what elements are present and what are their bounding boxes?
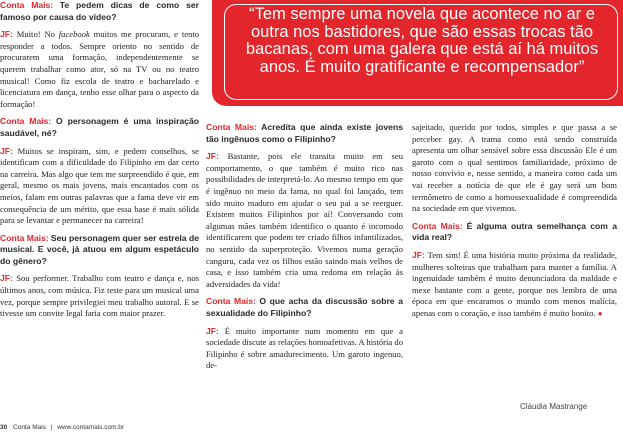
column-2: [206, 122, 403, 378]
answer-3: JF: Sou performer. Trabalho com teatro e dança e, nos últimos anos, com música. Fiz teste para um musical uma vez, porque sempre privilegiei meu trabalho autoral. E se tivesse um convite legal faria com maior prazer.: [0, 273, 199, 319]
column-1: [0, 0, 199, 326]
pull-quote-text: “Tem sempre uma novela que acontece no ar e outra nos bastidores, que são essas trocas tão bacanas, com uma galera que está aí há muitos anos. É muito gratificante e recompensador”: [245, 5, 599, 76]
website-link[interactable]: www.contamais.com.br: [57, 424, 125, 431]
answer-1: JF: Muito! No facebook muitos me procuram, e tento responder a todos. Sempre oriento no sentido de procurarem uma formação, independentemente se querem trabalhar como ator, só na TV ou no teatro musical! Como fiz escola de teatro e bacharelado e licenciatura em dança, tenho esse olhar para o aspecto da formação!: [0, 29, 199, 109]
end-of-article-icon: ●: [597, 308, 603, 318]
page-footer: [0, 424, 124, 431]
answer-5: JF: É muito importante num momento em que a sociedade discute as relações homoafetivas. A história do Filipinho é sobre amadurecimento. Um garoto ingenuo, de-: [206, 325, 403, 371]
question-4: Conta Mais: Acredita que ainda existe jovens tão ingênuos como o Filipinho?: [206, 122, 403, 144]
magazine-name: Conta Mais: [13, 424, 46, 431]
answer-2: JF: Muitos se inspiram, sim, e pedem conselhos, se identificam com a dificuldade do Filipinho em dar certo na carreira. Mas algo que tem me surpreendido é que, em geral, mesmo os mais jovens, mais encantados com os meios, falam em outras palavras que a fama deve vir em consequência de um mérito, que essa base é mais sólida para se levantar e permanecer na carreira!: [0, 145, 199, 226]
question-6: Conta Mais: É alguma outra semelhança com a vida real?: [412, 220, 617, 243]
footer-separator: |: [50, 424, 53, 431]
question-5: Conta Mais: O que acha da discussão sobre a sexualidade do Filipinho?: [206, 296, 403, 318]
column-3: [412, 122, 617, 326]
question-1: Conta Mais: Te pedem dicas de como ser famoso por causa do vídeo?: [0, 0, 199, 22]
continued-answer: sajeitado, querido por todos, simples e que passa a se perceber gay. A trama como está sendo construída apresenta um olhar sensível sobre essa discussão Ele é um garoto com o qual sentimos familiaridade, próximo de nosso convívio e, nesse sentido, a maneira como cada um vai receber a notícia de que ele é gay será um bom termômetro de como a homossexualidade é compreendida na sociedade em que vivemos.: [412, 122, 617, 214]
author-credit: Cláudia Mastrange: [520, 402, 588, 411]
answer-6: JF: Tem sim! É uma história muito próxima da realidade, mulheres solteiras que trabalham para manter a família. A ingenuidade também é muito denunciadora da maldade e mexe bastante com a gente, porque nos lembra de uma época em que encaramos o mundo com menos malícia, apenas com o coração, e isso também é muito bonito. ●: [412, 249, 617, 318]
question-2: Conta Mais: O personagem é uma inspiração saudável, né?: [0, 116, 199, 138]
answer-4: JF: Bastante, pois ele transita muito em seu comportamento, o que também é muito rico nas possibilidades de interpretá-lo. Ao mesmo tempo em que é ingênuo no meio da fama, no qual foi lançado, tem sido muito maduro em ajudar o seu pai a se reerguer. Existem muitos Filipinhos por aí! Conversando com algumas mães também identifico o quanto é incomodo identificarem que podem ter criado filhos infantilizados, no sentido da superproteção. Vivemos numa geração canguru, cada vez os filhos estão saindo mais velhos de casa, e isso também cria uma redoma em relação às adversidades da vida!: [206, 151, 404, 289]
question-3: Conta Mais: Seu personagem quer ser estrela de musical. E você, já atuou em algum espetáculo do gênero?: [0, 232, 200, 266]
page-number: 30: [0, 424, 8, 431]
pull-quote-box: [212, 0, 623, 106]
